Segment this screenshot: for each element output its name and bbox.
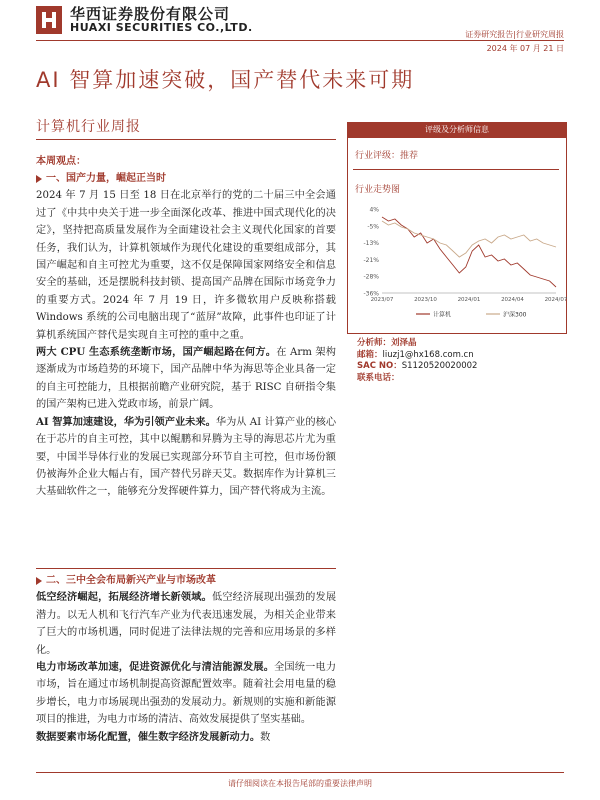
email-value: liuzj1@hx168.com.cn [382,349,474,360]
phone-label: 联系电话： [357,372,400,383]
analyst-info [357,338,477,384]
industry-trend-chart [356,205,568,325]
sac-label: SAC NO： [357,361,402,371]
section-1-heading-text: 一、国产力量，崛起正当时 [46,173,166,184]
huaxi-logo-icon [36,6,62,34]
report-type: 证券研究报告|行业研究周报 [465,30,564,39]
sac-value: S1120520020002 [401,361,478,371]
analyst-row [357,338,477,350]
section-2-paragraph-2 [36,659,336,729]
section-1-paragraph-3 [36,414,336,501]
section-2-heading [36,568,336,589]
para-lead: AI 智算加速建设，华为引领产业未来。 [36,415,216,428]
header-divider [36,40,564,41]
rating-divider [353,169,559,170]
legal-notice: 请仔细阅读在本报告尾部的重要法律声明 [228,779,372,788]
x-tick-label: 2023/10 [414,297,437,303]
x-tick-label: 2024/04 [501,297,524,303]
section-1 [36,170,336,501]
legend-label: 沪深300 [503,311,527,319]
para-body: 低空经济展现出强劲的发展潜力。以无人机和飞行汽车产业为代表迅速发展，为相关企业带来了巨大的市场机遇，同时促进了法律法规的完善和应用场景的多样化。 [36,592,337,656]
analyst-name: 刘泽晶 [391,338,417,348]
email-row [357,350,477,362]
y-tick-label: -5% [367,223,379,231]
para-body: 在 Arm 架构逐渐成为市场趋势的环境下，国产品牌中华为海思等企业具备一定的自主可控能力，且根据前瞻产业研究院，基于 RISC 自研指令集的国产架构已进入党政市场，前景广阔。 [36,347,336,411]
brand-name-en: HUAXI SECURITIES CO.,LTD. [70,21,253,34]
triangle-bullet-icon [36,175,42,183]
para-lead: 数据要素市场化配置，催生数字经济发展新动力。 [36,730,261,743]
section-1-paragraph-1: 2024 年 7 月 15 日至 18 日在北京举行的党的二十届三中全会通过了《中共中央关于进一步全面深化改革、推进中国式现代化的决定》，坚持把高质量发展作为全面建设社会主义现代化国家的首要任务，我们认为，计算机领域作为现代化建设的重要组成部分，其国产崛起和自主可控尤为重要，这不仅是保障国家网络安全和信息安全的基础，还是摆脱科技封锁、提高国产品牌在国际市场竞争力的重要方式。2024 年 7 月 19 日，许多微软用户反映称搭载 Windows 系统的公司电脑出现了“蓝屏”故障，此事件也印证了计算机系统国产替代是实现自主可控的重中之重。 [36,190,336,341]
subtitle-divider [36,139,336,140]
para-lead: 电力市场改革加速，促进资源优化与清洁能源发展。 [36,661,275,674]
section-2 [36,568,336,746]
section-2-paragraph-3 [36,729,336,746]
report-subtitle: 计算机行业周报 [36,119,141,135]
legend-label: 计算机 [433,311,452,319]
report-title: AI 智算加速突破，国产替代未来可期 [36,68,415,92]
para-body: 华为从 AI 计算产业的核心在于芯片的自主可控，其中以鲲鹏和昇腾为主导的海思芯片尤为重要，中国半导体行业的发展已实现部分环节自主可控，但市场份额仍被海外企业大幅占有，国产替代另辟天艾。数据库作为计算机三大基础软件之一，能够充分发挥硬件算力，国产替代将成为主流。 [36,416,337,498]
y-tick-label: -28% [363,273,379,281]
rating-value: 推荐 [400,151,419,161]
series-line [382,217,556,287]
phone-row [357,373,477,385]
footer-divider [36,772,564,773]
summary-label: 本周观点： [36,156,86,167]
para-lead: 低空经济崛起，拓展经济增长新领域。 [36,591,212,604]
section-1-heading [36,170,336,187]
report-date: 2024 年 07 月 21 日 [486,44,564,53]
y-tick-label: -36% [363,290,379,298]
analyst-label: 分析师： [357,338,392,348]
industry-rating [355,148,418,161]
rating-label: 行业评级： [355,151,401,161]
email-label: 邮箱： [357,349,383,360]
x-tick-label: 2024/01 [457,297,481,303]
para-body: 数 [260,731,271,743]
rating-panel-header: 评级及分析师信息 [347,122,567,138]
sac-row [357,361,477,373]
section-1-paragraph-2 [36,344,336,414]
triangle-bullet-icon [36,577,42,585]
section-2-paragraph-1 [36,589,336,659]
series-line [382,221,556,257]
para-body: 全国统一电力市场，旨在通过市场机制提高资源配置效率。随着社会用电量的稳步增长，电力市场展现出强劲的发展动力。新规则的实施和新能源项目的推进，为电力市场的清洁、高效发展提供了坚实基础。 [36,662,337,726]
trend-chart-label: 行业走势图 [355,185,401,195]
y-tick-label: -13% [363,240,379,248]
para-lead: 两大 CPU 生态系统垄断市场，国产崛起路在何方。 [36,346,277,359]
x-tick-label: 2024/07 [544,297,568,303]
section-2-heading-text: 二、三中全会布局新兴产业与市场改革 [46,575,216,586]
y-tick-label: -21% [363,256,379,264]
brand-name-cn: 华西证券股份有限公司 [70,5,231,23]
x-tick-label: 2023/07 [370,297,394,303]
y-tick-label: 4% [369,206,379,214]
